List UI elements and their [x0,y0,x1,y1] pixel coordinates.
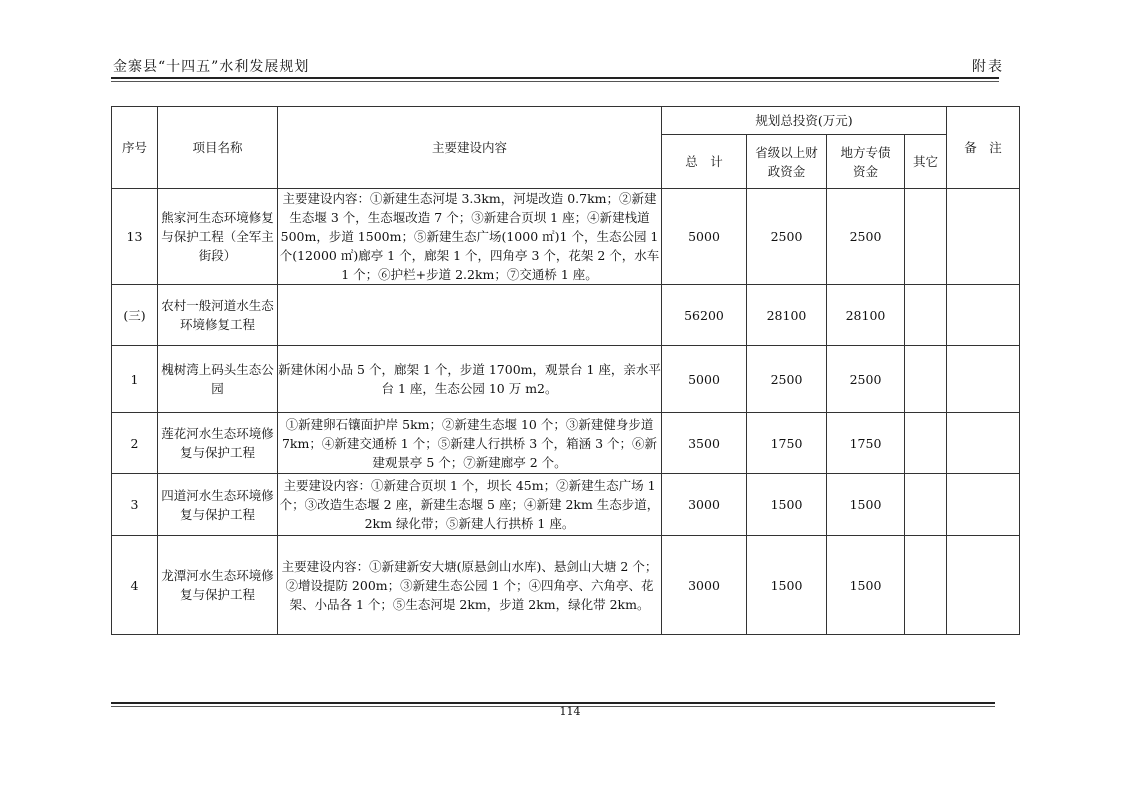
header-rule-thin [111,81,999,82]
row-content [278,285,662,346]
header-other: 其它 [905,135,947,189]
row-seq: (三) [112,285,158,346]
row-remark [947,285,1020,346]
row-total: 3000 [662,474,747,536]
table-row [112,536,1020,635]
table-row [112,189,1020,285]
row-content: 主要建设内容：①新建合页坝 1 个，坝长 45m；②新建生态广场 1 个；③改造生态堰 2 座，新建生态堰 5 座；④新建 2km 生态步道，2km 绿化带；⑤新建人行拱桥 1 座。 [278,474,662,536]
appendix-label: 附表 [972,59,1004,75]
row-provincial: 2500 [747,346,827,413]
header-total: 总 计 [662,135,747,189]
row-total: 3000 [662,536,747,635]
row-local: 1500 [827,536,905,635]
row-seq: 4 [112,536,158,635]
footer-rule [111,702,995,704]
row-total: 5000 [662,346,747,413]
row-provincial: 1500 [747,474,827,536]
row-other [905,285,947,346]
header-rule [111,77,999,79]
row-total: 5000 [662,189,747,285]
row-content: ①新建卵石镶面护岸 5km；②新建生态堰 10 个；③新建健身步道 7km；④新建交通桥 1 个；⑤新建人行拱桥 3 个，箱涵 3 个；⑥新建观景亭 5 个；⑦新建廊亭 2 个。 [278,413,662,474]
document-title: 金寨县“十四五”水利发展规划 [113,59,310,75]
row-total: 3500 [662,413,747,474]
row-project-name: 熊家河生态环境修复与保护工程（全军主街段） [158,189,278,285]
table-header-row [112,107,1020,135]
row-remark [947,413,1020,474]
row-content: 新建休闲小品 5 个，廊架 1 个，步道 1700m，观景台 1 座，亲水平台 1 座，生态公园 10 万 m2。 [278,346,662,413]
row-remark [947,346,1020,413]
row-project-name: 农村一般河道水生态环境修复工程 [158,285,278,346]
page-number: 114 [559,705,581,718]
row-provincial: 28100 [747,285,827,346]
row-content: 主要建设内容：①新建生态河堤 3.3km，河堤改造 0.7km；②新建生态堰 3 个，生态堰改造 7 个；③新建合页坝 1 座；④新建栈道 500m，步道 1500m；⑤新建生态广场(1000 ㎡)1 个，生态公园 1 个(12000 ㎡)廊亭 1 个，廊架 1 个，四角亭 3 个，花架 2 个，水车 1 个；⑥护栏+步道 2.2km；⑦交通桥 1 座。 [278,189,662,285]
header-project-name: 项目名称 [158,107,278,189]
row-local: 2500 [827,189,905,285]
row-project-name: 槐树湾上码头生态公园 [158,346,278,413]
header-remark: 备 注 [947,107,1020,189]
row-project-name: 莲花河水生态环境修复与保护工程 [158,413,278,474]
header-content: 主要建设内容 [278,107,662,189]
row-local: 28100 [827,285,905,346]
row-provincial: 1750 [747,413,827,474]
header-provincial-funds: 省级以上财政资金 [747,135,827,189]
row-provincial: 1500 [747,536,827,635]
table-row [112,474,1020,536]
table-row [112,285,1020,346]
row-other [905,413,947,474]
header-seq: 序号 [112,107,158,189]
row-local: 1500 [827,474,905,536]
row-provincial: 2500 [747,189,827,285]
row-seq: 13 [112,189,158,285]
row-content: 主要建设内容：①新建新安大塘(原悬剑山水库)、悬剑山大塘 2 个；②增设提防 200m；③新建生态公园 1 个；④四角亭、六角亭、花架、小品各 1 个；⑤生态河堤 2km，步道 2km，绿化带 2km。 [278,536,662,635]
row-local: 2500 [827,346,905,413]
investment-table [111,106,1020,635]
row-local: 1750 [827,413,905,474]
table-row [112,346,1020,413]
row-other [905,346,947,413]
row-other [905,189,947,285]
row-seq: 2 [112,413,158,474]
row-other [905,474,947,536]
row-project-name: 龙潭河水生态环境修复与保护工程 [158,536,278,635]
row-other [905,536,947,635]
row-total: 56200 [662,285,747,346]
row-remark [947,189,1020,285]
row-remark [947,474,1020,536]
row-seq: 1 [112,346,158,413]
row-seq: 3 [112,474,158,536]
table-row [112,413,1020,474]
header-local-bond-funds: 地方专债资金 [827,135,905,189]
header-investment: 规划总投资(万元) [662,107,947,135]
row-project-name: 四道河水生态环境修复与保护工程 [158,474,278,536]
row-remark [947,536,1020,635]
